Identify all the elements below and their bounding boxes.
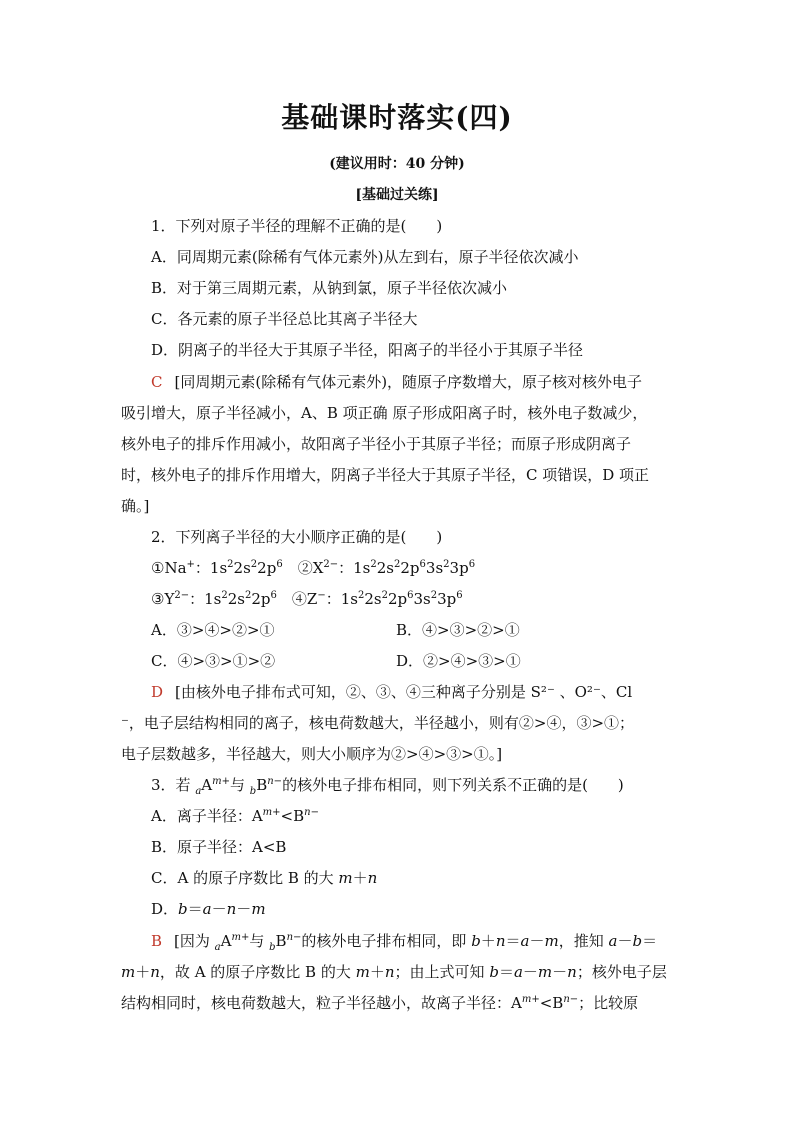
q1-stem: 1．下列对原子半径的理解不正确的是( ) [151, 217, 443, 235]
q2-option-d: D．②>④>③>① [396, 652, 521, 670]
q1-option-b: B．对于第三周期元素，从钠到氯，原子半径依次减小 [151, 279, 508, 297]
q3-explanation-line: B [因为 $_aA^{m+}$与 $_bB^{n-}$的核外电子排布相同，即 b＋n＝a－m，推知 a－b＝ [151, 932, 658, 953]
q1-explanation-line: 核外电子的排斥作用减小，故阳离子半径小于其原子半径；而原子形成阴离子 [121, 435, 632, 453]
q2-option-a: A．③>④>②>① [151, 621, 275, 639]
q2-option-b: B．④>③>②>① [396, 621, 520, 639]
q2-option-c: C．④>③>①>② [151, 652, 276, 670]
q2-ions-row-2: $③Y^{2-}$：$1s^22s^22p^6$ ④Z−：$1s^22s^22p^63s^23p^6$ [151, 590, 463, 608]
q2-stem: 2．下列离子半径的大小顺序正确的是( ) [151, 528, 443, 546]
suggested-time: (建议用时：40 分钟) [329, 156, 465, 172]
q2-explanation-line: ⁻，电子层结构相同的离子，核电荷数越大，半径越小，则有②>④，③>①； [121, 714, 635, 732]
page-title: 基础课时落实(四) [281, 101, 513, 134]
q2-ions-row-1: ①Na+：$1s^22s^22p^6$ $②X^{2-}$：$1s^22s^22p^63s^23p^6$ [151, 559, 476, 577]
section-heading: [基础过关练] [355, 187, 439, 203]
q1-option-d: D．阴离子的半径大于其原子半径，阳离子的半径小于其原子半径 [151, 341, 584, 359]
q3-explanation-line: m＋n，故 A 的原子序数比 B 的大 m＋n；由上式可知 b＝a－m－n；核外电子层 [121, 963, 667, 981]
q1-explanation-line: 确。] [121, 497, 150, 515]
q3-stem: 3．若 $_aA^{m+}$与 $_bB^{n-}$的核外电子排布相同，则下列关系不正确的是( ) [151, 776, 624, 797]
q1-explanation-line: 时，核外电子的排斥作用增大，阴离子半径大于其原子半径，C 项错误，D 项正 [121, 466, 650, 484]
q1-explanation-line: 吸引增大，原子半径减小，A、B 项正确 原子形成阳离子时，核外电子数减少， [121, 404, 648, 422]
q3-explanation-line: 结构相同时，核电荷数越大，粒子半径越小，故离子半径：$A^{m+}<B^{n-}$；比较原 [121, 994, 639, 1012]
q1-option-c: C．各元素的原子半径总比其离子半径大 [151, 310, 418, 328]
q2-explanation-line: 电子层数越多，半径越大，则大小顺序为②>④>③>①。] [121, 745, 503, 763]
q1-explanation-line: C [同周期元素(除稀有气体元素外)，随原子序数增大，原子核对核外电子 [151, 373, 643, 391]
q3-option-d: D．b＝a－n－m [151, 900, 266, 918]
q3-option-c: C．A 的原子序数比 B 的大 m＋n [151, 869, 378, 887]
q1-answer: C [151, 373, 163, 391]
q1-option-a: A．同周期元素(除稀有气体元素外)从左到右，原子半径依次减小 [151, 248, 579, 266]
q2-answer: D [151, 683, 164, 701]
q3-option-a: A．离子半径：$A^{m+}<B^{n-}$ [151, 807, 319, 825]
q3-answer: B [151, 932, 163, 950]
q3-option-b: B．原子半径：A<B [151, 838, 287, 856]
q2-explanation-line: D [由核外电子排布式可知，②、③、④三种离子分别是 S²⁻ 、O²⁻、Cl [151, 683, 633, 701]
